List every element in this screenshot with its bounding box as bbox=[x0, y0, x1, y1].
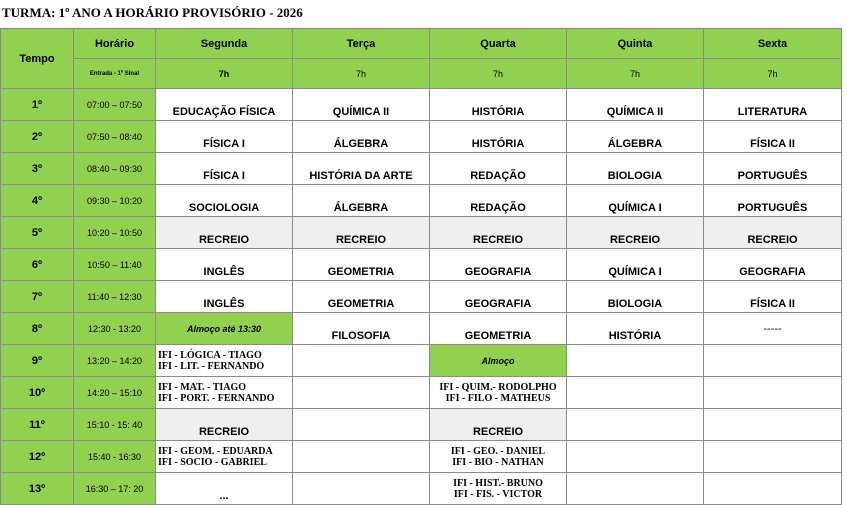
header-day-sexta: Sexta bbox=[704, 29, 842, 59]
schedule-cell bbox=[430, 441, 567, 473]
horario-cell: 10:20 – 10:50 bbox=[74, 217, 156, 249]
schedule-cell: FÍSICA II bbox=[704, 281, 842, 313]
tempo-cell: 8º bbox=[1, 313, 74, 345]
schedule-cell: Almoço bbox=[430, 345, 567, 377]
schedule-cell: GEOMETRIA bbox=[293, 281, 430, 313]
schedule-cell: EDUCAÇÃO FÍSICA bbox=[156, 89, 293, 121]
header-hour: 7h bbox=[430, 59, 567, 89]
header-entrada: Entrada - 1º Sinal bbox=[74, 59, 156, 89]
table-row bbox=[1, 121, 842, 153]
schedule-cell: FÍSICA II bbox=[704, 121, 842, 153]
tempo-cell: 11º bbox=[1, 409, 74, 441]
schedule-cell bbox=[567, 441, 704, 473]
header-day-quinta: Quinta bbox=[567, 29, 704, 59]
schedule-cell: QUÍMICA II bbox=[567, 89, 704, 121]
schedule-cell: QUÍMICA I bbox=[567, 185, 704, 217]
horario-cell: 11:40 – 12:30 bbox=[74, 281, 156, 313]
schedule-cell: SOCIOLOGIA bbox=[156, 185, 293, 217]
table-row bbox=[1, 89, 842, 121]
schedule-cell: HISTÓRIA DA ARTE bbox=[293, 153, 430, 185]
header-row bbox=[1, 29, 842, 59]
ifi-line: IFI - LIT. - FERNANDO bbox=[158, 360, 265, 372]
tempo-cell: 13º bbox=[1, 473, 74, 505]
schedule-cell: FILOSOFIA bbox=[293, 313, 430, 345]
schedule-cell: HISTÓRIA bbox=[567, 313, 704, 345]
schedule-body bbox=[1, 89, 842, 505]
schedule-cell: INGLÊS bbox=[156, 281, 293, 313]
schedule-cell bbox=[293, 473, 430, 505]
schedule-cell bbox=[156, 441, 293, 473]
schedule-cell bbox=[567, 377, 704, 409]
schedule-cell: BIOLOGIA bbox=[567, 281, 704, 313]
tempo-cell: 6º bbox=[1, 249, 74, 281]
tempo-cell: 3º bbox=[1, 153, 74, 185]
table-row bbox=[1, 249, 842, 281]
table-row bbox=[1, 409, 842, 441]
schedule-cell: GEOGRAFIA bbox=[704, 249, 842, 281]
header-hour: 7h bbox=[704, 59, 842, 89]
ifi-line: IFI - LÓGICA - TIAGO bbox=[158, 349, 262, 361]
schedule-cell bbox=[430, 473, 567, 505]
schedule-cell: ÁLGEBRA bbox=[293, 121, 430, 153]
schedule-cell: GEOGRAFIA bbox=[430, 249, 567, 281]
ifi-line: IFI - GEO. - DANIEL bbox=[450, 445, 546, 457]
schedule-cell: RECREIO bbox=[430, 409, 567, 441]
schedule-cell: RECREIO bbox=[704, 217, 842, 249]
schedule-cell: BIOLOGIA bbox=[567, 153, 704, 185]
header-hour: 7h bbox=[156, 59, 293, 89]
horario-cell: 14:20 – 15:10 bbox=[74, 377, 156, 409]
schedule-cell: ÁLGEBRA bbox=[293, 185, 430, 217]
schedule-cell: GEOMETRIA bbox=[430, 313, 567, 345]
horario-cell: 09:30 – 10:20 bbox=[74, 185, 156, 217]
schedule-table bbox=[0, 28, 842, 505]
header-day-segunda: Segunda bbox=[156, 29, 293, 59]
horario-cell: 10:50 – 11:40 bbox=[74, 249, 156, 281]
schedule-cell: INGLÊS bbox=[156, 249, 293, 281]
horario-cell: 13:20 – 14:20 bbox=[74, 345, 156, 377]
table-row bbox=[1, 185, 842, 217]
tempo-cell: 12º bbox=[1, 441, 74, 473]
table-row bbox=[1, 441, 842, 473]
schedule-cell: PORTUGUÊS bbox=[704, 153, 842, 185]
schedule-cell: HISTÓRIA bbox=[430, 121, 567, 153]
table-row bbox=[1, 313, 842, 345]
table-row bbox=[1, 377, 842, 409]
horario-cell: 16:30 – 17: 20 bbox=[74, 473, 156, 505]
table-row bbox=[1, 281, 842, 313]
schedule-cell bbox=[704, 377, 842, 409]
schedule-cell: QUÍMICA I bbox=[567, 249, 704, 281]
header-hour: 7h bbox=[293, 59, 430, 89]
schedule-cell: ----- bbox=[704, 313, 842, 345]
horario-cell: 15:40 - 16:30 bbox=[74, 441, 156, 473]
schedule-cell bbox=[567, 345, 704, 377]
horario-cell: 08:40 – 09:30 bbox=[74, 153, 156, 185]
ifi-line: IFI - GEOM. - EDUARDA bbox=[158, 445, 273, 457]
schedule-cell bbox=[704, 441, 842, 473]
schedule-cell: QUÍMICA II bbox=[293, 89, 430, 121]
schedule-cell bbox=[567, 409, 704, 441]
schedule-cell: REDAÇÃO bbox=[430, 153, 567, 185]
ifi-line: IFI - HIST.- BRUNO bbox=[453, 477, 543, 489]
schedule-cell: ... bbox=[156, 473, 293, 505]
ifi-line: IFI - PORT. - FERNANDO bbox=[158, 392, 275, 404]
table-row bbox=[1, 153, 842, 185]
schedule-cell bbox=[567, 473, 704, 505]
ifi-line: IFI - BIO - NATHAN bbox=[452, 456, 544, 468]
schedule-cell: RECREIO bbox=[430, 217, 567, 249]
schedule-cell bbox=[156, 377, 293, 409]
schedule-cell: ÁLGEBRA bbox=[567, 121, 704, 153]
schedule-cell bbox=[293, 345, 430, 377]
table-row bbox=[1, 217, 842, 249]
page-title: TURMA: 1º ANO A HORÁRIO PROVISÓRIO - 2026 bbox=[2, 5, 303, 20]
ifi-line: IFI - SOCIO - GABRIEL bbox=[158, 456, 267, 468]
schedule-cell bbox=[704, 409, 842, 441]
schedule-cell: RECREIO bbox=[156, 409, 293, 441]
tempo-cell: 4º bbox=[1, 185, 74, 217]
table-row bbox=[1, 345, 842, 377]
header-horario: Horário bbox=[74, 29, 156, 59]
ifi-line: IFI - MAT. - TIAGO bbox=[158, 381, 247, 393]
schedule-cell bbox=[156, 345, 293, 377]
header-tempo: Tempo bbox=[1, 29, 74, 89]
header-day-quarta: Quarta bbox=[430, 29, 567, 59]
schedule-cell: GEOMETRIA bbox=[293, 249, 430, 281]
schedule-cell: FÍSICA I bbox=[156, 153, 293, 185]
header-hour: 7h bbox=[567, 59, 704, 89]
schedule-cell bbox=[704, 345, 842, 377]
schedule-cell: PORTUGUÊS bbox=[704, 185, 842, 217]
schedule-cell: FÍSICA I bbox=[156, 121, 293, 153]
tempo-cell: 1º bbox=[1, 89, 74, 121]
header-day-terca: Terça bbox=[293, 29, 430, 59]
schedule-cell: RECREIO bbox=[567, 217, 704, 249]
ifi-line: IFI - FIS. - VICTOR bbox=[453, 488, 543, 500]
tempo-cell: 9º bbox=[1, 345, 74, 377]
tempo-cell: 2º bbox=[1, 121, 74, 153]
schedule-cell: REDAÇÃO bbox=[430, 185, 567, 217]
schedule-cell: HISTÓRIA bbox=[430, 89, 567, 121]
schedule-cell: LITERATURA bbox=[704, 89, 842, 121]
ifi-line: IFI - FILO - MATHEUS bbox=[445, 392, 551, 404]
tempo-cell: 10º bbox=[1, 377, 74, 409]
schedule-cell bbox=[704, 473, 842, 505]
schedule-cell: GEOGRAFIA bbox=[430, 281, 567, 313]
schedule-cell: Almoço até 13:30 bbox=[156, 313, 293, 345]
ifi-line: IFI - QUIM.- RODOLPHO bbox=[439, 381, 557, 393]
horario-cell: 07:00 – 07:50 bbox=[74, 89, 156, 121]
schedule-cell bbox=[293, 377, 430, 409]
table-row bbox=[1, 473, 842, 505]
horario-cell: 12:30 - 13:20 bbox=[74, 313, 156, 345]
tempo-cell: 5º bbox=[1, 217, 74, 249]
schedule-cell bbox=[293, 441, 430, 473]
schedule-cell: RECREIO bbox=[156, 217, 293, 249]
schedule-cell: RECREIO bbox=[293, 217, 430, 249]
schedule-cell bbox=[430, 377, 567, 409]
horario-cell: 15:10 - 15: 40 bbox=[74, 409, 156, 441]
horario-cell: 07:50 – 08:40 bbox=[74, 121, 156, 153]
header-row-2 bbox=[1, 59, 842, 89]
tempo-cell: 7º bbox=[1, 281, 74, 313]
schedule-cell bbox=[293, 409, 430, 441]
